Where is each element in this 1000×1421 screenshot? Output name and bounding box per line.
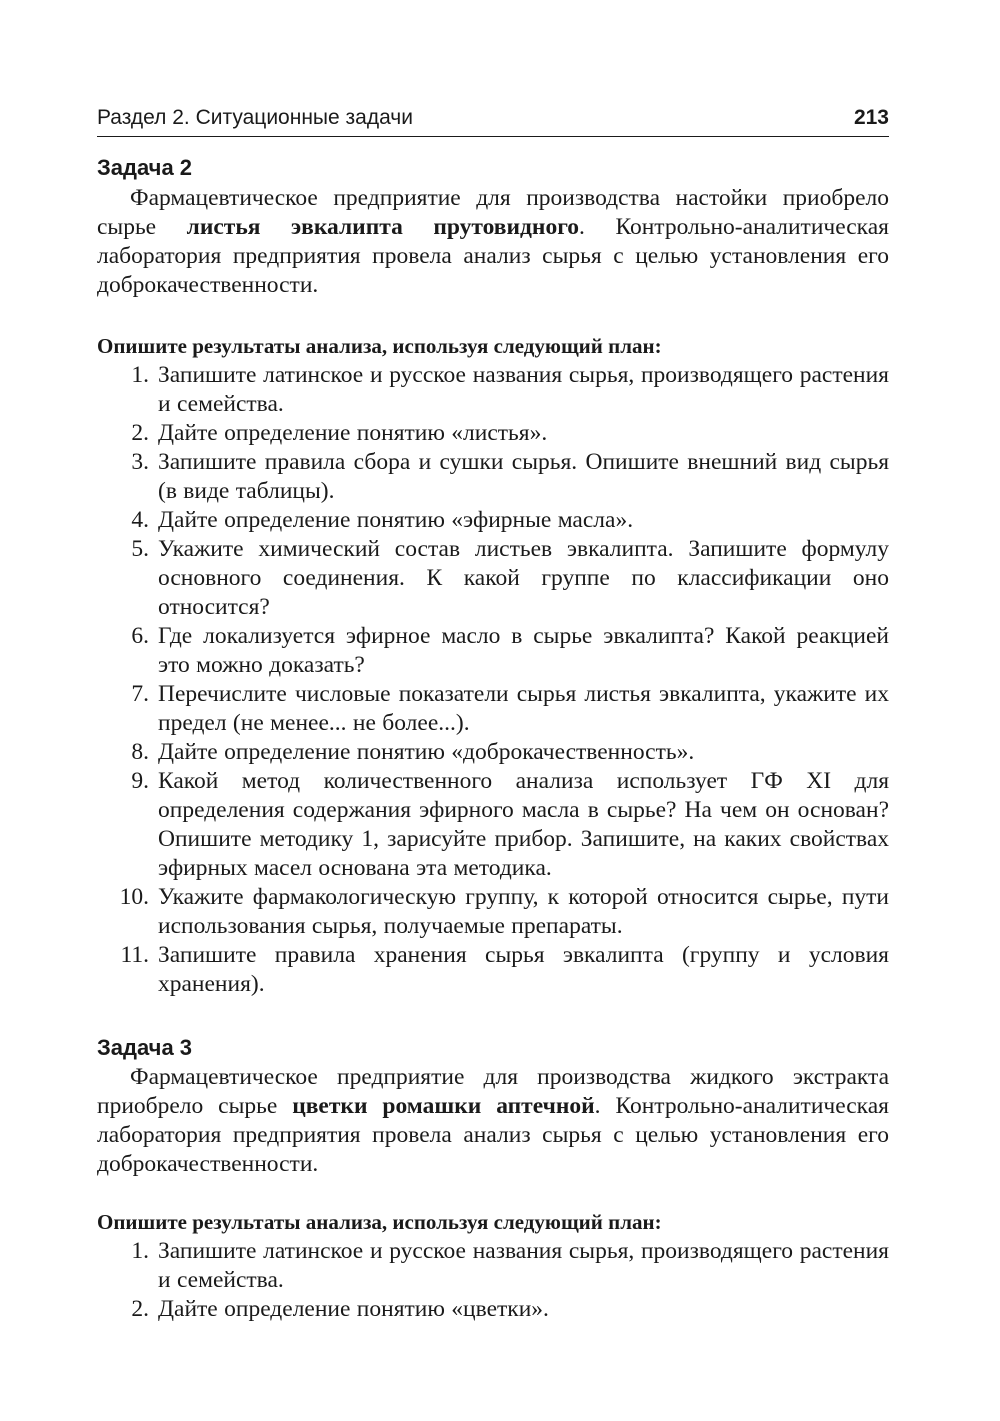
task-2-raw-material: листья эвкалипта прутовидного <box>186 214 580 240</box>
list-item-text: Запишите правила хранения сырья эвкалипта (группу и условия хранения). <box>158 942 889 997</box>
task-2-plan-list <box>97 361 889 999</box>
list-item-number: 10. <box>119 884 149 910</box>
list-item-text: Запишите латинское и русское названия сырья, производящего растения и семейства. <box>158 362 889 417</box>
task-2-intro-tail: . Контрольно-аналитическая лаборатория предприятия провела анализ сырья с целью установления его доброкачественности. <box>97 214 889 298</box>
task-3-title: Задача 3 <box>97 1035 193 1060</box>
list-item <box>97 883 889 941</box>
task-3-intro <box>97 1063 889 1179</box>
list-item-number: 7. <box>131 681 149 707</box>
section-title: Раздел 2. Ситуационные задачи <box>97 106 413 129</box>
list-item-text: Запишите латинское и русское названия сырья, производящего растения и семейства. <box>158 1238 889 1293</box>
list-item-number: 5. <box>131 536 149 562</box>
list-item-number: 2. <box>131 420 149 446</box>
list-item <box>97 1237 889 1295</box>
list-item-number: 4. <box>131 507 149 533</box>
list-item-number: 6. <box>131 623 149 649</box>
list-item-text: Укажите химический состав листьев эвкалипта. Запишите формулу основного соединения. К какой группе по классификации оно относится? <box>158 536 889 620</box>
task-2-intro-text: Фармацевтическое предприятие для производства настойки приобрело сырье <box>97 185 889 240</box>
list-item <box>97 1295 889 1324</box>
task-3-intro-text: Фармацевтическое предприятие для производства жидкого экстракта приобрело сырье <box>97 1064 889 1119</box>
list-item-number: 11. <box>120 942 149 968</box>
list-item-text: Дайте определение понятию «доброкачественность». <box>158 739 695 765</box>
list-item-number: 1. <box>131 362 149 388</box>
task-2-plan-heading: Опишите результаты анализа, используя следующий план: <box>97 334 662 358</box>
list-item-text: Дайте определение понятию «листья». <box>158 420 548 446</box>
list-item-text: Запишите правила сбора и сушки сырья. Опишите внешний вид сырья (в виде таблицы). <box>158 449 889 504</box>
running-header <box>97 104 889 137</box>
list-item-text: Дайте определение понятию «эфирные масла». <box>158 507 634 533</box>
task-2-intro <box>97 184 889 300</box>
task-3-raw-material: цветки ромашки аптечной <box>292 1093 595 1119</box>
list-item-text: Дайте определение понятию «цветки». <box>158 1296 549 1322</box>
list-item-text: Какой метод количественного анализа использует ГФ XI для определения содержания эфирного масла в сырье? На чем он основан? Опишите методику 1, зарисуйте прибор. Запишите, на каких свойствах эфирных масел основана эта методика. <box>158 768 889 881</box>
list-item-number: 3. <box>131 449 149 475</box>
page-number: 213 <box>853 106 889 129</box>
list-item <box>97 738 889 767</box>
list-item-text: Где локализуется эфирное масло в сырье эвкалипта? Какой реакцией это можно доказать? <box>158 623 889 678</box>
list-item <box>97 535 889 622</box>
list-item <box>97 622 889 680</box>
list-item-number: 1. <box>131 1238 149 1264</box>
list-item-text: Укажите фармакологическую группу, к которой относится сырье, пути использования сырья, получаемые препараты. <box>158 884 889 939</box>
list-item-number: 2. <box>131 1296 149 1322</box>
list-item-number: 8. <box>131 739 149 765</box>
list-item <box>97 361 889 419</box>
list-item <box>97 419 889 448</box>
list-item-number: 9. <box>131 768 149 794</box>
task-2-title: Задача 2 <box>97 155 193 180</box>
list-item <box>97 941 889 999</box>
task-3-intro-tail: . Контрольно-аналитическая лаборатория предприятия провела анализ сырья с целью установления его доброкачественности. <box>97 1093 889 1177</box>
list-item-text: Перечислите числовые показатели сырья листья эвкалипта, укажите их предел (не менее... не более...). <box>158 681 889 736</box>
list-item <box>97 448 889 506</box>
list-item <box>97 680 889 738</box>
list-item <box>97 767 889 883</box>
task-3-plan-heading: Опишите результаты анализа, используя следующий план: <box>97 1210 662 1234</box>
task-3-plan-list <box>97 1237 889 1324</box>
list-item <box>97 506 889 535</box>
